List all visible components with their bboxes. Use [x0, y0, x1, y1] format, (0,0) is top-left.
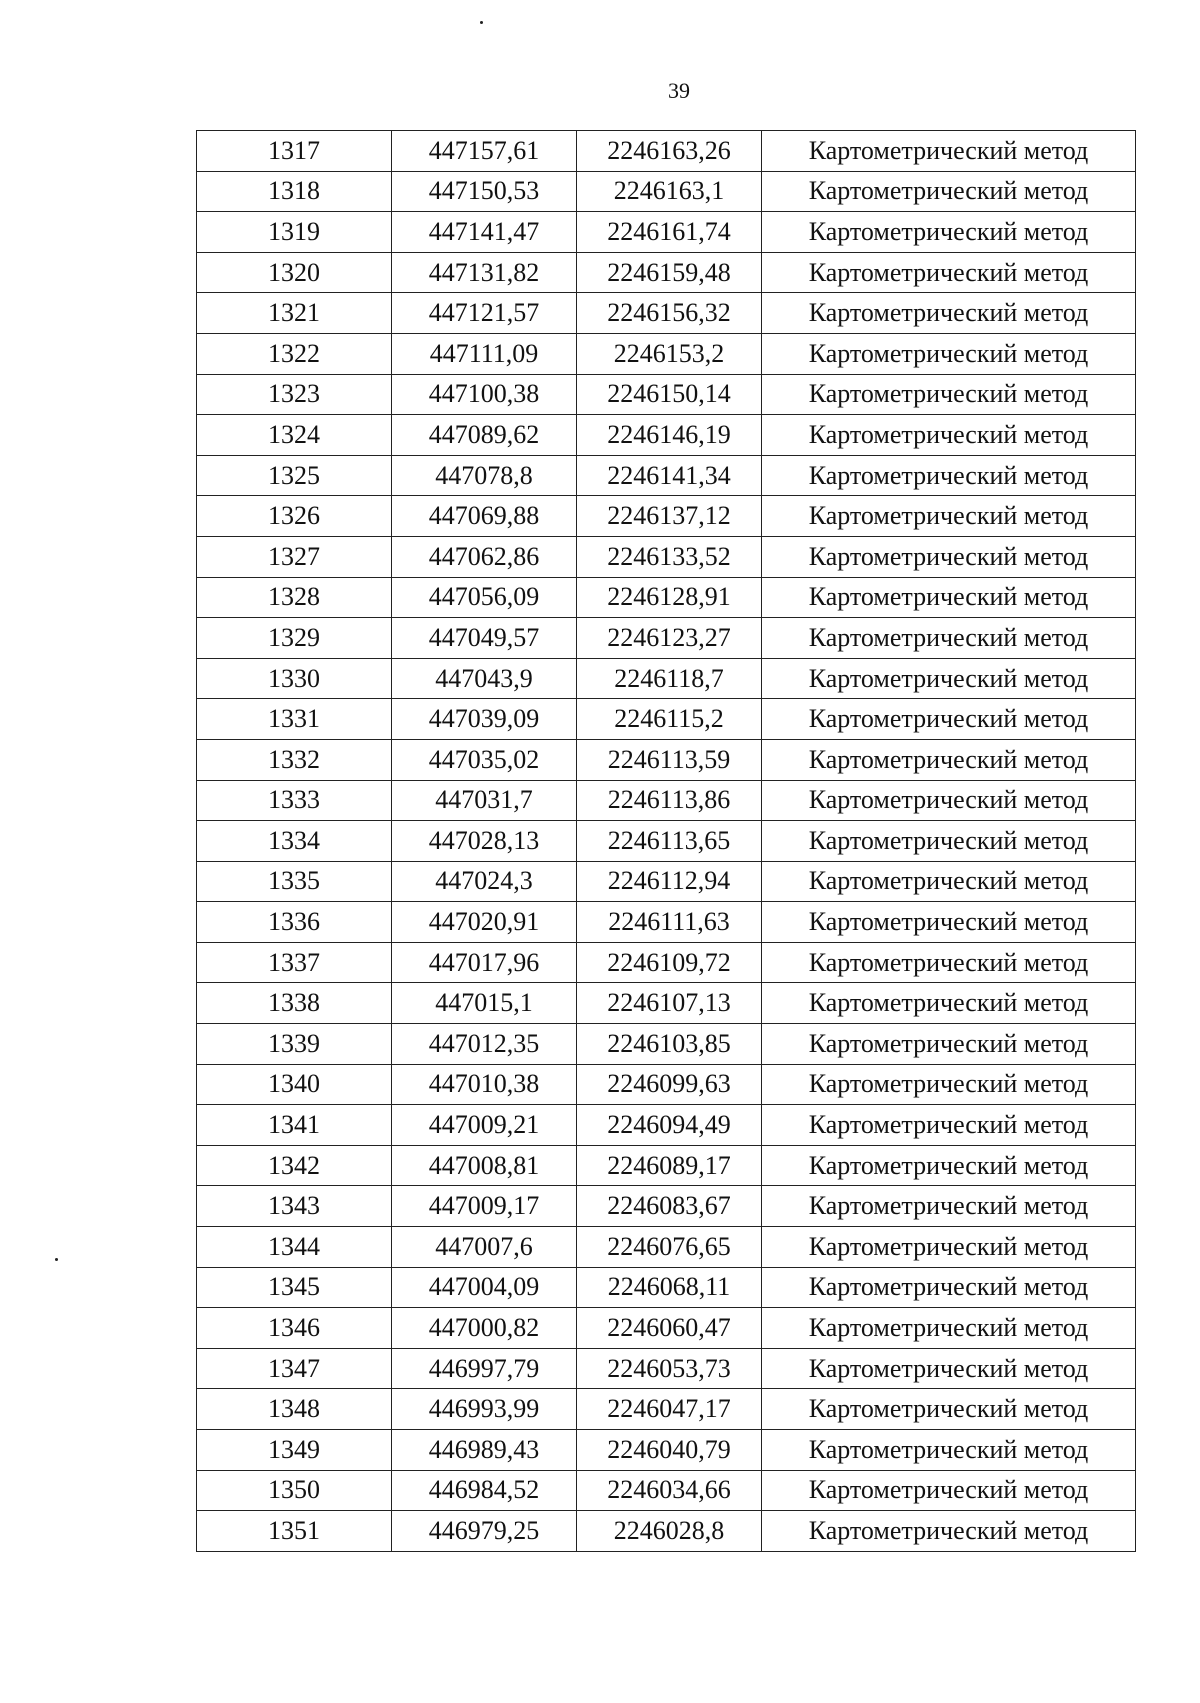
y-coordinate-cell: 2246103,85 [577, 1024, 762, 1065]
point-number-cell: 1321 [197, 293, 392, 334]
table-row [197, 252, 1136, 293]
method-cell: Картометрический метод [762, 1024, 1136, 1065]
y-coordinate-cell: 2246040,79 [577, 1430, 762, 1471]
method-cell: Картометрический метод [762, 577, 1136, 618]
method-cell: Картометрический метод [762, 1470, 1136, 1511]
y-coordinate-cell: 2246156,32 [577, 293, 762, 334]
table-row [197, 739, 1136, 780]
table-row [197, 780, 1136, 821]
table-row [197, 496, 1136, 537]
point-number-cell: 1338 [197, 983, 392, 1024]
point-number-cell: 1341 [197, 1105, 392, 1146]
y-coordinate-cell: 2246141,34 [577, 455, 762, 496]
method-cell: Картометрический метод [762, 1267, 1136, 1308]
x-coordinate-cell: 447024,3 [392, 861, 577, 902]
point-number-cell: 1350 [197, 1470, 392, 1511]
x-coordinate-cell: 446993,99 [392, 1389, 577, 1430]
method-cell: Картометрический метод [762, 333, 1136, 374]
table-row [197, 1227, 1136, 1268]
table-row [197, 1267, 1136, 1308]
point-number-cell: 1343 [197, 1186, 392, 1227]
method-cell: Картометрический метод [762, 171, 1136, 212]
point-number-cell: 1340 [197, 1064, 392, 1105]
method-cell: Картометрический метод [762, 293, 1136, 334]
y-coordinate-cell: 2246137,12 [577, 496, 762, 537]
x-coordinate-cell: 447039,09 [392, 699, 577, 740]
x-coordinate-cell: 447004,09 [392, 1267, 577, 1308]
method-cell: Картометрический метод [762, 861, 1136, 902]
y-coordinate-cell: 2246068,11 [577, 1267, 762, 1308]
point-number-cell: 1337 [197, 942, 392, 983]
table-row [197, 1186, 1136, 1227]
x-coordinate-cell: 447089,62 [392, 415, 577, 456]
x-coordinate-cell: 447010,38 [392, 1064, 577, 1105]
x-coordinate-cell: 447000,82 [392, 1308, 577, 1349]
y-coordinate-cell: 2246053,73 [577, 1348, 762, 1389]
method-cell: Картометрический метод [762, 942, 1136, 983]
method-cell: Картометрический метод [762, 131, 1136, 172]
x-coordinate-cell: 446979,25 [392, 1511, 577, 1552]
table-row [197, 212, 1136, 253]
table-row [197, 1145, 1136, 1186]
point-number-cell: 1329 [197, 618, 392, 659]
table-row [197, 821, 1136, 862]
x-coordinate-cell: 447017,96 [392, 942, 577, 983]
x-coordinate-cell: 447035,02 [392, 739, 577, 780]
y-coordinate-cell: 2246113,59 [577, 739, 762, 780]
y-coordinate-cell: 2246128,91 [577, 577, 762, 618]
y-coordinate-cell: 2246112,94 [577, 861, 762, 902]
point-number-cell: 1328 [197, 577, 392, 618]
method-cell: Картометрический метод [762, 1389, 1136, 1430]
table-row [197, 455, 1136, 496]
method-cell: Картометрический метод [762, 455, 1136, 496]
point-number-cell: 1325 [197, 455, 392, 496]
y-coordinate-cell: 2246028,8 [577, 1511, 762, 1552]
point-number-cell: 1333 [197, 780, 392, 821]
method-cell: Картометрический метод [762, 212, 1136, 253]
table-row [197, 1308, 1136, 1349]
method-cell: Картометрический метод [762, 821, 1136, 862]
point-number-cell: 1336 [197, 902, 392, 943]
table-row [197, 618, 1136, 659]
method-cell: Картометрический метод [762, 902, 1136, 943]
point-number-cell: 1349 [197, 1430, 392, 1471]
point-number-cell: 1317 [197, 131, 392, 172]
x-coordinate-cell: 447028,13 [392, 821, 577, 862]
point-number-cell: 1348 [197, 1389, 392, 1430]
y-coordinate-cell: 2246113,65 [577, 821, 762, 862]
point-number-cell: 1324 [197, 415, 392, 456]
point-number-cell: 1344 [197, 1227, 392, 1268]
x-coordinate-cell: 447009,21 [392, 1105, 577, 1146]
x-coordinate-cell: 446984,52 [392, 1470, 577, 1511]
y-coordinate-cell: 2246034,66 [577, 1470, 762, 1511]
point-number-cell: 1327 [197, 536, 392, 577]
point-number-cell: 1326 [197, 496, 392, 537]
x-coordinate-cell: 447150,53 [392, 171, 577, 212]
method-cell: Картометрический метод [762, 699, 1136, 740]
table-row [197, 1024, 1136, 1065]
table-row [197, 983, 1136, 1024]
table-row [197, 1064, 1136, 1105]
y-coordinate-cell: 2246159,48 [577, 252, 762, 293]
coordinates-table-body [197, 131, 1136, 1552]
x-coordinate-cell: 447078,8 [392, 455, 577, 496]
y-coordinate-cell: 2246083,67 [577, 1186, 762, 1227]
y-coordinate-cell: 2246047,17 [577, 1389, 762, 1430]
table-row [197, 374, 1136, 415]
method-cell: Картометрический метод [762, 618, 1136, 659]
table-row [197, 333, 1136, 374]
x-coordinate-cell: 447012,35 [392, 1024, 577, 1065]
point-number-cell: 1342 [197, 1145, 392, 1186]
x-coordinate-cell: 447043,9 [392, 658, 577, 699]
y-coordinate-cell: 2246163,26 [577, 131, 762, 172]
method-cell: Картометрический метод [762, 780, 1136, 821]
coordinates-table [196, 130, 1136, 1552]
x-coordinate-cell: 447131,82 [392, 252, 577, 293]
y-coordinate-cell: 2246094,49 [577, 1105, 762, 1146]
x-coordinate-cell: 447056,09 [392, 577, 577, 618]
point-number-cell: 1334 [197, 821, 392, 862]
x-coordinate-cell: 446989,43 [392, 1430, 577, 1471]
method-cell: Картометрический метод [762, 415, 1136, 456]
table-row [197, 902, 1136, 943]
scan-speck-left [55, 1258, 58, 1261]
table-row [197, 1105, 1136, 1146]
x-coordinate-cell: 447062,86 [392, 536, 577, 577]
y-coordinate-cell: 2246089,17 [577, 1145, 762, 1186]
table-row [197, 861, 1136, 902]
x-coordinate-cell: 446997,79 [392, 1348, 577, 1389]
method-cell: Картометрический метод [762, 1145, 1136, 1186]
table-row [197, 1470, 1136, 1511]
point-number-cell: 1335 [197, 861, 392, 902]
scan-speck-top [480, 21, 483, 24]
y-coordinate-cell: 2246076,65 [577, 1227, 762, 1268]
point-number-cell: 1331 [197, 699, 392, 740]
method-cell: Картометрический метод [762, 1227, 1136, 1268]
table-row [197, 942, 1136, 983]
point-number-cell: 1339 [197, 1024, 392, 1065]
method-cell: Картометрический метод [762, 739, 1136, 780]
x-coordinate-cell: 447121,57 [392, 293, 577, 334]
x-coordinate-cell: 447020,91 [392, 902, 577, 943]
y-coordinate-cell: 2246109,72 [577, 942, 762, 983]
point-number-cell: 1345 [197, 1267, 392, 1308]
point-number-cell: 1323 [197, 374, 392, 415]
y-coordinate-cell: 2246107,13 [577, 983, 762, 1024]
table-row [197, 577, 1136, 618]
table-row [197, 171, 1136, 212]
y-coordinate-cell: 2246123,27 [577, 618, 762, 659]
point-number-cell: 1319 [197, 212, 392, 253]
table-row [197, 658, 1136, 699]
table-row [197, 415, 1136, 456]
method-cell: Картометрический метод [762, 1308, 1136, 1349]
y-coordinate-cell: 2246163,1 [577, 171, 762, 212]
y-coordinate-cell: 2246133,52 [577, 536, 762, 577]
y-coordinate-cell: 2246115,2 [577, 699, 762, 740]
y-coordinate-cell: 2246161,74 [577, 212, 762, 253]
table-row [197, 1511, 1136, 1552]
point-number-cell: 1351 [197, 1511, 392, 1552]
y-coordinate-cell: 2246150,14 [577, 374, 762, 415]
y-coordinate-cell: 2246060,47 [577, 1308, 762, 1349]
method-cell: Картометрический метод [762, 374, 1136, 415]
table-row [197, 1430, 1136, 1471]
y-coordinate-cell: 2246153,2 [577, 333, 762, 374]
x-coordinate-cell: 447007,6 [392, 1227, 577, 1268]
point-number-cell: 1322 [197, 333, 392, 374]
table-row [197, 293, 1136, 334]
method-cell: Картометрический метод [762, 983, 1136, 1024]
table-row [197, 699, 1136, 740]
point-number-cell: 1332 [197, 739, 392, 780]
method-cell: Картометрический метод [762, 536, 1136, 577]
table-row [197, 1348, 1136, 1389]
table-row [197, 131, 1136, 172]
table-row [197, 1389, 1136, 1430]
y-coordinate-cell: 2246111,63 [577, 902, 762, 943]
method-cell: Картометрический метод [762, 658, 1136, 699]
point-number-cell: 1320 [197, 252, 392, 293]
method-cell: Картометрический метод [762, 1105, 1136, 1146]
point-number-cell: 1346 [197, 1308, 392, 1349]
x-coordinate-cell: 447008,81 [392, 1145, 577, 1186]
method-cell: Картометрический метод [762, 1430, 1136, 1471]
x-coordinate-cell: 447141,47 [392, 212, 577, 253]
method-cell: Картометрический метод [762, 1511, 1136, 1552]
point-number-cell: 1347 [197, 1348, 392, 1389]
x-coordinate-cell: 447031,7 [392, 780, 577, 821]
x-coordinate-cell: 447009,17 [392, 1186, 577, 1227]
table-row [197, 536, 1136, 577]
y-coordinate-cell: 2246113,86 [577, 780, 762, 821]
y-coordinate-cell: 2246146,19 [577, 415, 762, 456]
y-coordinate-cell: 2246099,63 [577, 1064, 762, 1105]
method-cell: Картометрический метод [762, 1064, 1136, 1105]
point-number-cell: 1318 [197, 171, 392, 212]
x-coordinate-cell: 447111,09 [392, 333, 577, 374]
page-number: 39 [668, 78, 690, 103]
x-coordinate-cell: 447015,1 [392, 983, 577, 1024]
x-coordinate-cell: 447157,61 [392, 131, 577, 172]
method-cell: Картометрический метод [762, 496, 1136, 537]
x-coordinate-cell: 447069,88 [392, 496, 577, 537]
method-cell: Картометрический метод [762, 252, 1136, 293]
point-number-cell: 1330 [197, 658, 392, 699]
x-coordinate-cell: 447100,38 [392, 374, 577, 415]
y-coordinate-cell: 2246118,7 [577, 658, 762, 699]
method-cell: Картометрический метод [762, 1186, 1136, 1227]
x-coordinate-cell: 447049,57 [392, 618, 577, 659]
method-cell: Картометрический метод [762, 1348, 1136, 1389]
